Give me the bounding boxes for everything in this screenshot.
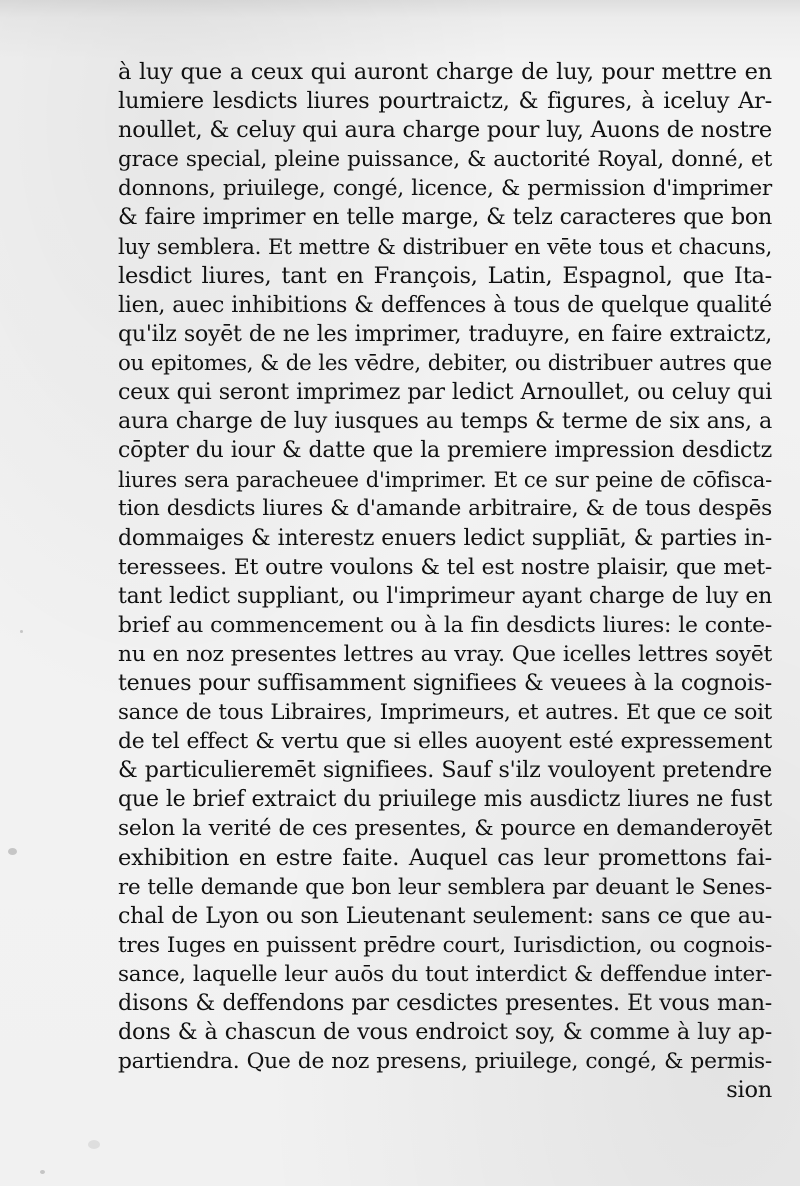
privilege-text: [118, 58, 772, 1105]
text-line: brief au commencement ou à la fin desdicts liures: le conte-: [118, 612, 772, 638]
text-line: de tel effect & vertu que si elles auoyent esté expressement: [118, 729, 772, 755]
text-line: que le brief extraict du priuilege mis ausdictz liures ne fust: [118, 786, 772, 813]
text-line: liures sera paracheuee d'imprimer. Et ce sur peine de cōfisca-: [118, 467, 772, 493]
paper-speck: [88, 1140, 100, 1149]
text-line: tion desdicts liures & d'amande arbitraire, & de tous despēs: [118, 496, 772, 522]
paper-speck: [20, 630, 23, 633]
text-line: qu'ilz soyēt de ne les imprimer, traduyre, en faire extraictz,: [118, 321, 772, 347]
text-line: aura charge de luy iusques au temps & terme de six ans, a: [118, 408, 772, 435]
text-line: sance de tous Libraires, Imprimeurs, et autres. Et que ce soit: [118, 700, 772, 726]
text-line: lesdict liures, tant en François, Latin, Espagnol, que Ita-: [118, 262, 772, 289]
text-line: exhibition en estre faite. Auquel cas leur promettons fai-: [118, 844, 772, 871]
text-line: tant ledict suppliant, ou l'imprimeur ayant charge de luy en: [118, 583, 772, 609]
paper-speck: [8, 848, 17, 855]
text-line: ou epitomes, & de les vēdre, debiter, ou distribuer autres que: [118, 350, 772, 376]
text-line: tres Iuges en puissent prēdre court, Iurisdiction, ou cognois-: [118, 932, 772, 958]
text-line: & faire imprimer en telle marge, & telz caracteres que bon: [118, 204, 772, 231]
text-line: re telle demande que bon leur semblera par deuant le Senes-: [118, 874, 772, 900]
text-line: grace special, pleine puissance, & auctorité Royal, donné, et: [118, 147, 772, 173]
text-line: dommaiges & interestz enuers ledict suppliāt, & parties in-: [118, 525, 772, 551]
text-line: selon la verité de ces presentes, & pource en demanderoyēt: [118, 816, 772, 842]
text-line: lumiere lesdicts liures pourtraictz, & figures, à iceluy Ar-: [118, 88, 772, 115]
text-line: ceux qui seront imprimez par ledict Arnoullet, ou celuy qui: [118, 379, 772, 406]
catchword: sion: [726, 1077, 772, 1104]
text-line: luy semblera. Et mettre & distribuer en vēte tous et chacuns,: [118, 234, 772, 260]
text-line: teressees. Et outre voulons & tel est nostre plaisir, que met-: [118, 554, 772, 580]
text-line: nu en noz presentes lettres au vray. Que icelles lettres soyēt: [118, 641, 772, 667]
text-line: noullet, & celuy qui aura charge pour luy, Auons de nostre: [118, 117, 772, 144]
text-line: chal de Lyon ou son Lieutenant seulement: sans ce que au-: [118, 902, 772, 929]
paper-speck: [40, 1170, 45, 1174]
text-line: partiendra. Que de noz presens, priuilege, congé, & permis-: [118, 1049, 772, 1075]
text-line: tenues pour suffisamment signifiees & veuees à la cognois-: [118, 670, 772, 696]
text-line: à luy que a ceux qui auront charge de luy, pour mettre en: [118, 59, 772, 85]
text-line: sance, laquelle leur auōs du tout interdict & deffendue inter-: [118, 961, 772, 987]
text-line: disons & deffendons par cesdictes presentes. Et vous man-: [118, 990, 772, 1016]
text-line: & particulieremēt signifiees. Sauf s'ilz vouloyent pretendre: [118, 757, 772, 784]
text-line: donnons, priuilege, congé, licence, & permission d'imprimer: [118, 176, 772, 202]
text-line: lien, auec inhibitions & deffences à tous de quelque qualité: [118, 292, 772, 318]
text-line: cōpter du iour & datte que la premiere impression desdictz: [118, 438, 772, 464]
text-line: dons & à chascun de vous endroict soy, & comme à luy ap-: [118, 1019, 772, 1046]
